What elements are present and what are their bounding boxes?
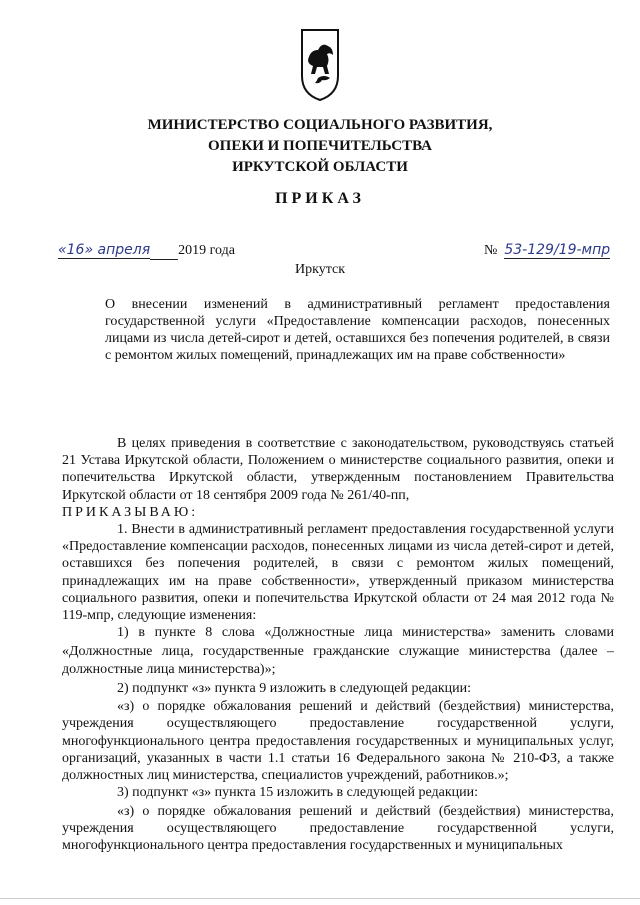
paragraph-3-text: «з) о порядке обжалования решений и действий (бездействия) министерства, учреждения осуществляющего предоставление государственной услуги, многофункционального центра предоставления государственных и муниципальных	[62, 803, 614, 854]
paragraph-3-heading: 3) подпункт «з» пункта 15 изложить в следующей редакции:	[117, 785, 478, 801]
paragraph-2-text: «з) о порядке обжалования решений и действий (бездействия) министерства, учреждения осуществляющего предоставление государственной услуги, многофункционального центра предоставления государственных и муниципальных услуг, организаций, указанных в части 1.1 статьи 16 Федерального закона № 210-ФЗ, а также должностных лиц министерства, специалистов учреждений, работников.»;	[62, 699, 614, 784]
preamble: В целях приведения в соответствие с законодательством, руководствуясь статьей 21 Устава Иркутской области, Положением о министерстве социального развития, опеки и попечительства Иркутской области, утвержденным постановлением Правительства Иркутской области от 18 сентября 2009 года № 261/40-пп,	[62, 436, 614, 503]
paragraph-1-item-1: 1) в пункте 8 слова «Должностные лица министерства» заменить словами «Должностные лица, государственные гражданские служащие министерства (далее – должностные лица министерства)»;	[62, 625, 614, 678]
date-underline	[150, 243, 178, 260]
order-subject: О внесении изменений в административный регламент предоставления государственной услуги «Предоставление компенсации расходов, понесенных лицами из числа детей-сирот и детей, оставшихся без попечения родителей, в связи с ремонтом жилых помещений, принадлежащих им на праве собственности»	[105, 297, 610, 363]
document-title: ПРИКАЗ	[275, 190, 365, 207]
paragraph-2-heading: 2) подпункт «з» пункта 9 изложить в следующей редакции:	[117, 680, 471, 696]
header-line-1: МИНИСТЕРСТВО СОЦИАЛЬНОГО РАЗВИТИЯ,	[147, 117, 493, 133]
paragraph-1: 1. Внести в административный регламент предоставления государственной услуги «Предоставление компенсации расходов, понесенных лицами из числа детей-сирот и детей, оставшихся без попечения родителей, в связи с ремонтом жилых помещений, принадлежащих им на праве собственности», утвержденный приказом министерства социального развития, опеки и попечительства Иркутской области от 24 мая 2012 года № 119-мпр, следующие изменения:	[62, 522, 614, 624]
city-name: Иркутск	[294, 262, 346, 277]
header-line-3: ИРКУТСКОЙ ОБЛАСТИ	[232, 159, 408, 175]
handwritten-date: «16» апреля	[58, 242, 151, 258]
page-bottom-line	[0, 898, 640, 899]
handwritten-number: 53-129/19-мпр	[504, 242, 611, 258]
number-prefix: №	[484, 243, 498, 258]
order-date	[58, 242, 235, 260]
header-line-2: ОПЕКИ И ПОПЕЧИТЕЛЬСТВА	[208, 138, 432, 154]
ministry-header	[0, 115, 640, 178]
order-number	[484, 242, 610, 259]
coat-of-arms-icon	[300, 28, 340, 102]
order-word: ПРИКАЗЫВАЮ:	[62, 504, 199, 520]
date-year: 2019 года	[178, 243, 235, 258]
order-body	[62, 435, 614, 854]
